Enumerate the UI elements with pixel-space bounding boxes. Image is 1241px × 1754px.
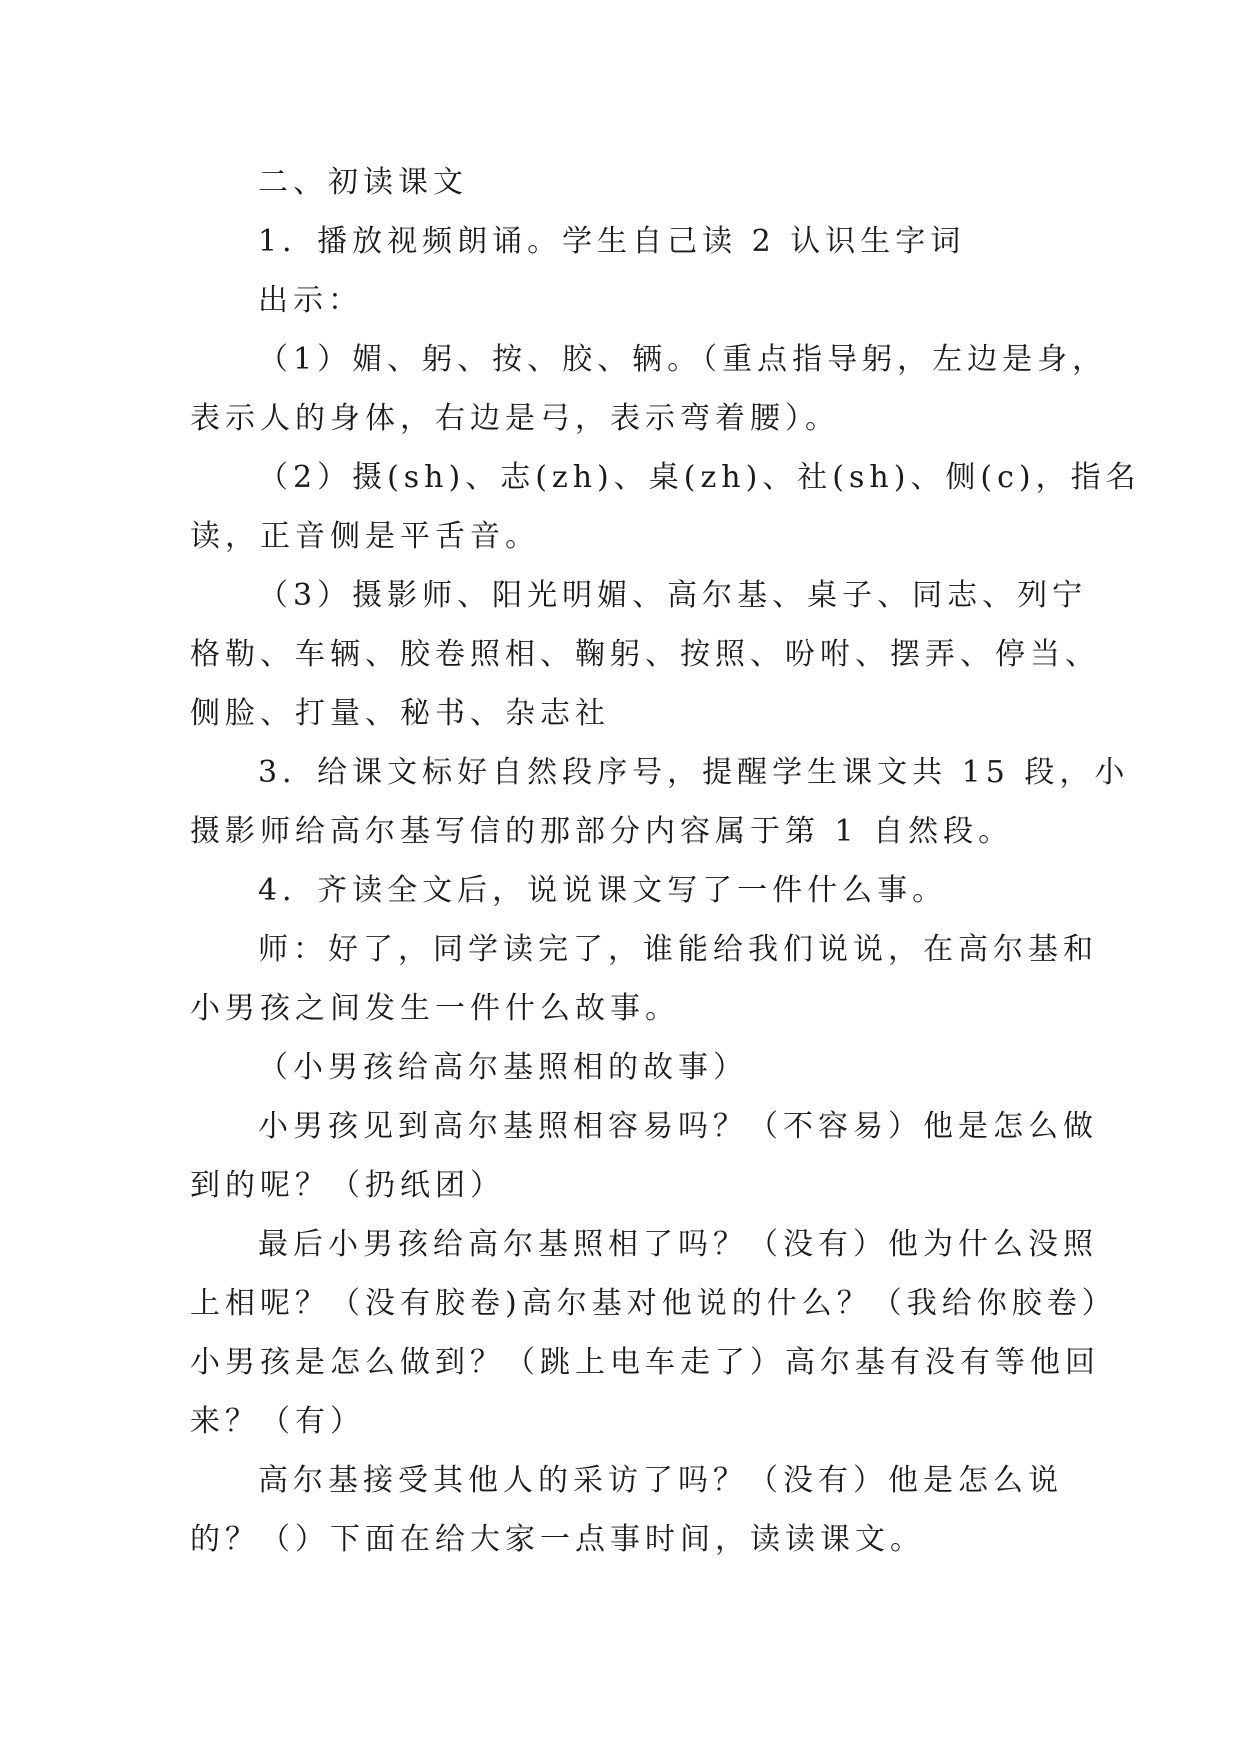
paragraph-line: 读，正音侧是平舌音。 [190, 519, 540, 554]
paragraph-line: （1）媚、躬、按、胶、辆。（重点指导躬，左边是身， [258, 342, 1108, 377]
paragraph-line: 小男孩见到高尔基照相容易吗？（不容易）他是怎么做 [258, 1109, 1098, 1144]
paragraph-line: 3．给课文标好自然段序号，提醒学生课文共 15 段，小 [258, 755, 1130, 790]
paragraph-line: 上相呢？（没有胶卷)高尔基对他说的什么？（我给你胶卷） [190, 1286, 1117, 1321]
paragraph-line: 来？（有） [190, 1404, 365, 1439]
paragraph-line: （小男孩给高尔基照相的故事） [258, 1050, 748, 1085]
paragraph-line: 侧脸、打量、秘书、杂志社 [190, 696, 610, 731]
paragraph-line: （2）摄(sh)、志(zh)、桌(zh)、社(sh)、侧(c)，指名 [258, 460, 1141, 495]
paragraph-line: 出示： [258, 283, 363, 318]
paragraph-line: 摄影师给高尔基写信的那部分内容属于第 1 自然段。 [190, 814, 1014, 849]
document-body [190, 153, 1141, 1569]
paragraph-line: 4．齐读全文后，说说课文写了一件什么事。 [258, 873, 948, 908]
section-heading: 二、初读课文 [258, 165, 468, 200]
paragraph-line: 表示人的身体，右边是弓，表示弯着腰）。 [190, 401, 840, 436]
paragraph-line: 到的呢？（扔纸团） [190, 1168, 505, 1203]
paragraph-line: 最后小男孩给高尔基照相了吗？（没有）他为什么没照 [258, 1227, 1098, 1262]
paragraph-line: 高尔基接受其他人的采访了吗？（没有）他是怎么说 [258, 1463, 1063, 1498]
paragraph-line: （3）摄影师、阳光明媚、高尔基、桌子、同志、列宁 [258, 578, 1088, 613]
paragraph-line: 小男孩之间发生一件什么故事。 [190, 991, 680, 1026]
paragraph-line: 师：好了，同学读完了，谁能给我们说说，在高尔基和 [258, 932, 1098, 967]
paragraph-line: 的？（）下面在给大家一点事时间，读读课文。 [190, 1522, 925, 1557]
paragraph-line: 1．播放视频朗诵。学生自己读 2 认识生字词 [258, 224, 966, 259]
paragraph-line: 格勒、车辆、胶卷照相、鞠躬、按照、吩咐、摆弄、停当、 [190, 637, 1100, 672]
paragraph-line: 小男孩是怎么做到？（跳上电车走了）高尔基有没有等他回 [190, 1345, 1100, 1380]
